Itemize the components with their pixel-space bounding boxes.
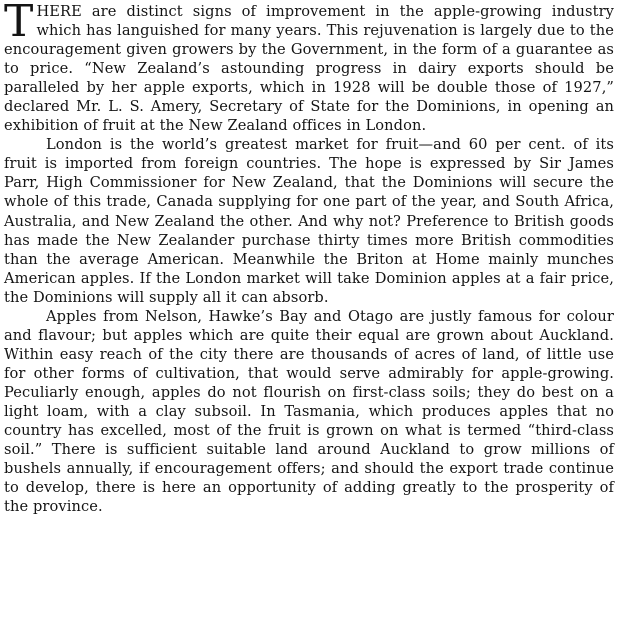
paragraph-1-text: HERE are distinct signs of improvement in the apple-growing industry which has languished for many years. This rejuvenation is largely due to the encouragement given growers by the Government, in the form of a guarantee as to price. “New Zealand’s astounding progress in dairy exports should be paralleled by her apple exports, which in 1928 will be double those of 1927,” declared Mr. L. S. Amery, Secretary of State for the Dominions, in opening an exhibition of fruit at the New Zealand offices in London. [4,3,614,135]
paragraph-3: Apples from Nelson, Hawke’s Bay and Otago are justly famous for colour and flavour; but apples which are quite their equal are grown about Auckland. Within easy reach of the city there are thousands of acres of land, of little use for other forms of cultivation, that would serve admirably for apple-growing. Peculiarly enough, apples do not flourish on first-class soils; they do best on a light loam, with a clay subsoil. In Tasmania, which produces apples that no country has excelled, most of the fruit is grown on what is termed “third-class soil.” There is sufficient suitable land around Auckland to grow millions of bushels annually, if encouragement offers; and should the export trade continue to develop, there is here an opportunity of adding greatly to the prosperity of the province. [4,307,614,516]
article-body [4,2,614,516]
paragraph-2: London is the world’s greatest market for fruit—and 60 per cent. of its fruit is imported from foreign countries. The hope is expressed by Sir James Parr, High Commissioner for New Zealand, that the Dominions will secure the whole of this trade, Canada supplying for one part of the year, and South Africa, Australia, and New Zealand the other. And why not? Preference to British goods has made the New Zealander purchase thirty times more British commodities than the average American. Meanwhile the Briton at Home mainly munches American apples. If the London market will take Dominion apples at a fair price, the Dominions will supply all it can absorb. [4,136,614,306]
drop-cap: T [4,0,34,47]
paragraph-1 [4,2,614,135]
